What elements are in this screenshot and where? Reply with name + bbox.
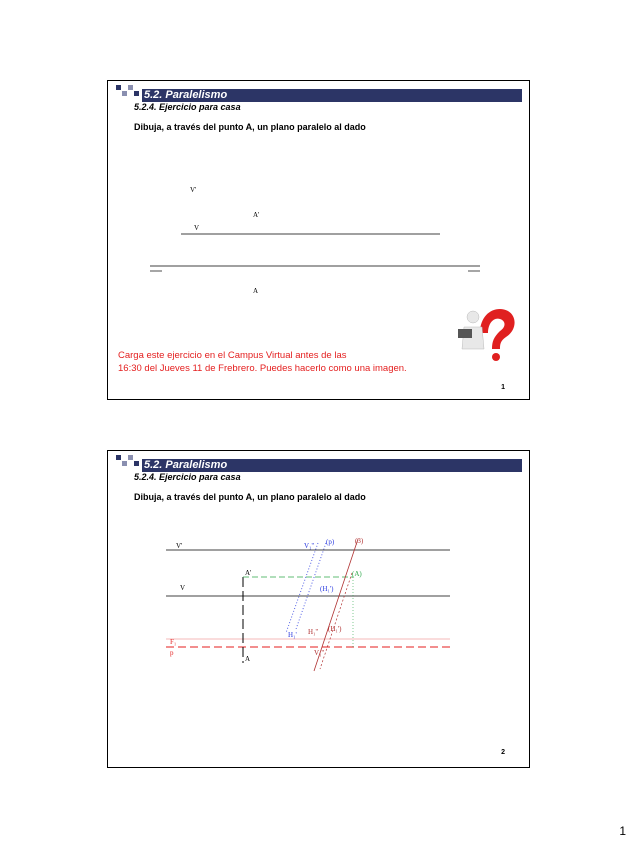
label-r3: (3) <box>355 537 364 545</box>
label-fp: F₁ <box>170 638 177 646</box>
label-ap: (A) <box>352 570 362 578</box>
label-a-upper: A' <box>245 569 252 577</box>
label-vp: V₁'' <box>314 649 325 657</box>
slide-instruction: Dibuja, a través del punto A, un plano paralelo al dado <box>134 492 366 502</box>
slide-header: 5.2. Paralelismo <box>144 459 228 471</box>
slide-page-number: 2 <box>501 749 505 756</box>
label-a-lower: A <box>245 655 251 663</box>
label-h4: (H₁') <box>328 625 342 633</box>
slide-2 <box>107 450 530 768</box>
slide-instruction: Dibuja, a través del punto A, un plano paralelo al dado <box>134 122 366 132</box>
label-p: (p) <box>326 538 335 546</box>
label-h3: H₁' <box>288 631 297 639</box>
slide-subtitle: 5.2.4. Ejercicio para casa <box>134 472 241 482</box>
label-a-lower: A <box>253 287 259 295</box>
label-h2: H₁'' <box>308 628 319 636</box>
label-v1: V₁'' <box>304 542 315 550</box>
blue-dotted-line-1 <box>286 543 318 633</box>
slide-header: 5.2. Paralelismo <box>144 89 228 101</box>
solution-drawing <box>108 451 531 769</box>
slide-subtitle: 5.2.4. Ejercicio para casa <box>134 102 241 112</box>
slide-1 <box>107 80 530 400</box>
document-page-number: 1 <box>619 824 626 838</box>
label-v: V <box>194 224 200 232</box>
upload-note <box>118 349 407 375</box>
upload-note-line-2: 16:30 del Jueves 11 de Frebrero. Puedes hacerlo como una imagen. <box>118 363 407 374</box>
label-a-upper: A' <box>253 211 260 219</box>
upload-note-line-1: Carga este ejercicio en el Campus Virtual antes de las <box>118 350 347 361</box>
label-h1: (H₁') <box>320 585 334 593</box>
label-v: V <box>180 584 186 592</box>
label-v-prime: V' <box>176 542 183 550</box>
label-p2: p <box>170 649 174 657</box>
label-v-prime: V' <box>190 186 197 194</box>
slide-page-number: 1 <box>501 384 505 391</box>
